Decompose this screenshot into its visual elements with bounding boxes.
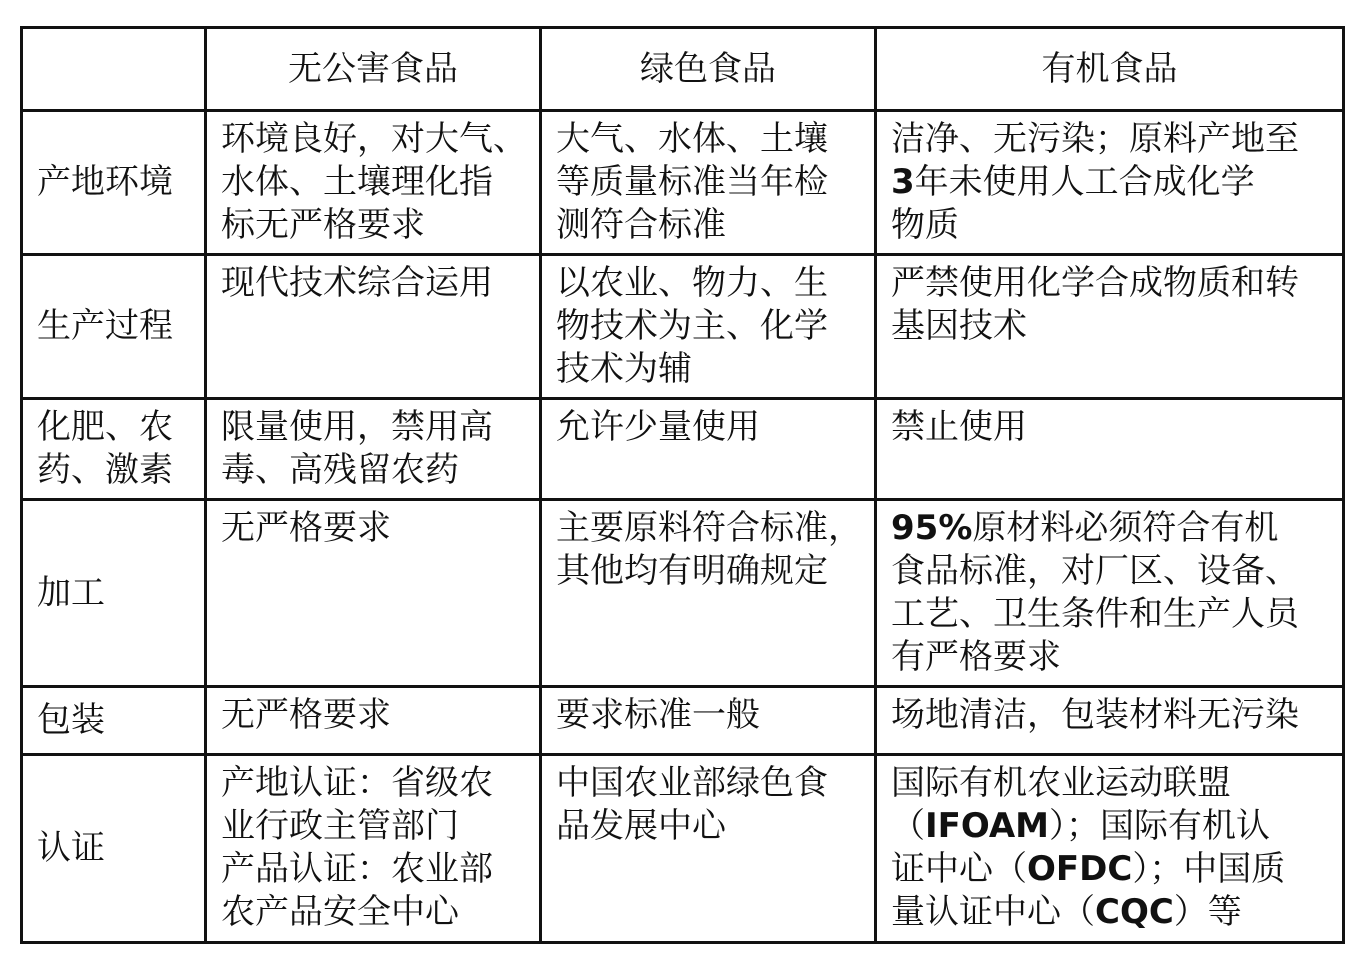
table-row <box>22 255 1344 399</box>
cell-line <box>891 161 1330 204</box>
cell-line <box>891 848 1330 891</box>
cell-text: 年未使用人工合成化学 <box>914 162 1255 202</box>
cell-lvse-chemicals <box>541 399 876 500</box>
cell-line: 物质 <box>891 205 959 245</box>
cell-line: 大气、水体、土壤 <box>556 119 828 159</box>
cell-line: 水体、土壤理化指 <box>221 162 493 202</box>
row-label-production <box>22 255 206 399</box>
cell-line <box>891 805 1330 848</box>
cell-line: 工艺、卫生条件和生产人员 <box>891 594 1299 634</box>
cell-line: 测符合标准 <box>556 205 726 245</box>
cell-text: ）；国际有机认 <box>1049 806 1271 846</box>
cell-line: 无严格要求 <box>221 508 391 548</box>
cell-line: 业行政主管部门 <box>221 806 459 846</box>
cell-line: 环境良好，对大气、 <box>221 119 527 159</box>
row-label-line: 加工 <box>37 572 105 613</box>
cell-line: 技术为辅 <box>556 349 692 389</box>
cell-lvse-environment <box>541 111 876 255</box>
cell-lvse-production <box>541 255 876 399</box>
cell-wugonghai-production <box>206 255 541 399</box>
header-corner <box>22 28 206 111</box>
row-label-packaging <box>22 687 206 755</box>
row-label-processing <box>22 500 206 687</box>
table-row <box>22 755 1344 943</box>
row-label-line: 包装 <box>37 700 105 740</box>
cell-youji-environment <box>876 111 1344 255</box>
cell-wugonghai-certification <box>206 755 541 943</box>
cell-youji-chemicals <box>876 399 1344 500</box>
cell-text: ）；中国质 <box>1132 849 1286 889</box>
cell-wugonghai-chemicals <box>206 399 541 500</box>
cell-youji-production <box>876 255 1344 399</box>
row-label-chemicals <box>22 399 206 500</box>
cell-line: 现代技术综合运用 <box>221 263 493 303</box>
bold-number: 3 <box>891 162 915 202</box>
bold-acronym-cqc: CQC <box>1095 892 1174 932</box>
cell-lvse-processing <box>541 500 876 687</box>
cell-line: 严禁使用化学合成物质和转 <box>891 263 1299 303</box>
cell-line: 洁净、无污染；原料产地至 <box>891 119 1299 159</box>
cell-line: 其他均有明确规定 <box>556 551 828 591</box>
table-row <box>22 399 1344 500</box>
cell-line: 主要原料符合标准， <box>556 508 862 548</box>
cell-lvse-certification <box>541 755 876 943</box>
cell-line: 国际有机农业运动联盟 <box>891 763 1231 803</box>
cell-line: 基因技术 <box>891 306 1027 346</box>
food-comparison-table <box>20 26 1345 944</box>
cell-line <box>891 507 1330 550</box>
row-label-line: 生产过程 <box>37 306 173 346</box>
cell-line: 中国农业部绿色食 <box>556 763 828 803</box>
row-label-line: 产地环境 <box>37 162 173 202</box>
cell-youji-certification <box>876 755 1344 943</box>
cell-line: 场地清洁，包装材料无污染 <box>891 695 1299 735</box>
cell-wugonghai-environment <box>206 111 541 255</box>
cell-line: 食品标准，对厂区、设备、 <box>891 551 1299 591</box>
cell-line: 无严格要求 <box>221 695 391 735</box>
cell-line: 等质量标准当年检 <box>556 162 828 202</box>
bold-acronym-ofdc: OFDC <box>1027 849 1133 889</box>
cell-line: 标无严格要求 <box>221 205 425 245</box>
cell-youji-processing <box>876 500 1344 687</box>
cell-line: 要求标准一般 <box>556 695 760 735</box>
cell-line: 产品认证：农业部 <box>221 849 493 889</box>
cell-line: 农产品安全中心 <box>221 892 459 932</box>
bold-percent: 95% <box>891 508 973 548</box>
cell-line: 有严格要求 <box>891 637 1061 677</box>
row-label-line: 化肥、农 <box>37 407 173 447</box>
cell-line: 禁止使用 <box>891 407 1027 447</box>
cell-text: （ <box>891 806 925 846</box>
row-label-environment <box>22 111 206 255</box>
header-wugonghai: 无公害食品 <box>206 28 541 111</box>
cell-line: 品发展中心 <box>556 806 726 846</box>
table-row <box>22 111 1344 255</box>
table-row <box>22 687 1344 755</box>
cell-wugonghai-packaging <box>206 687 541 755</box>
row-label-line: 认证 <box>37 828 105 868</box>
cell-line: 毒、高残留农药 <box>221 450 459 490</box>
cell-line: 允许少量使用 <box>556 407 760 447</box>
cell-text: 量认证中心（ <box>891 892 1095 932</box>
cell-wugonghai-processing <box>206 500 541 687</box>
header-row <box>22 28 1344 111</box>
row-label-line: 药、激素 <box>37 450 173 490</box>
cell-text: 证中心（ <box>891 849 1027 889</box>
cell-line: 产地认证：省级农 <box>221 763 493 803</box>
cell-youji-packaging <box>876 687 1344 755</box>
row-label-certification <box>22 755 206 943</box>
cell-line: 物技术为主、化学 <box>556 306 828 346</box>
cell-text: ）等 <box>1173 892 1242 932</box>
cell-line: 以农业、物力、生 <box>556 263 828 303</box>
header-youji: 有机食品 <box>876 28 1344 111</box>
cell-text: 原材料必须符合有机 <box>972 508 1279 548</box>
cell-lvse-packaging <box>541 687 876 755</box>
cell-line: 限量使用，禁用高 <box>221 407 493 447</box>
header-lvse: 绿色食品 <box>541 28 876 111</box>
cell-line <box>891 891 1330 934</box>
table-row <box>22 500 1344 687</box>
bold-acronym-ifoam: IFOAM <box>925 806 1050 846</box>
